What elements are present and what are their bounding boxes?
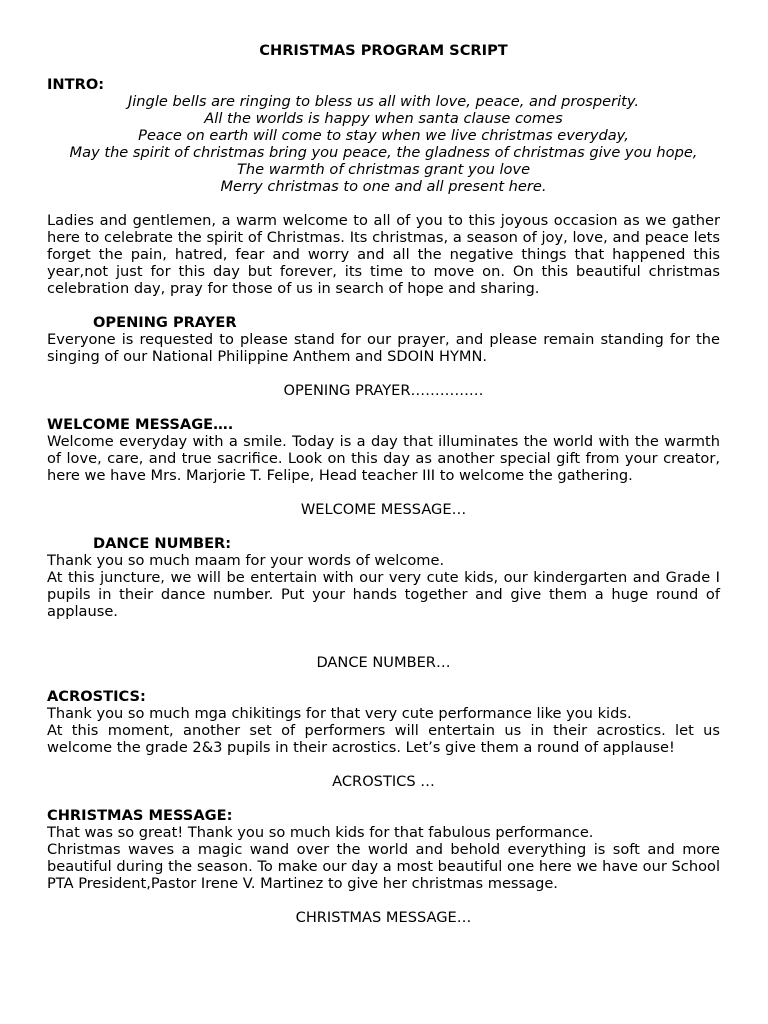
opening-prayer-paragraph: Everyone is requested to please stand for our prayer, and please remain standing for the singing of our National Philippine Anthem and SDOIN HYMN. — [47, 331, 720, 365]
welcome-message-section — [47, 416, 720, 518]
christmas-message-thanks: That was so great! Thank you so much kids for that fabulous performance. — [47, 824, 594, 841]
acrostics-heading: ACROSTICS: — [47, 688, 146, 705]
intro-heading: INTRO: — [47, 76, 105, 93]
dance-number-paragraph: At this juncture, we will be entertain with our very cute kids, our kindergarten and Grade I pupils in their dance number. Put your hands together and give them a huge round of applause. — [47, 569, 720, 620]
dance-number-thanks: Thank you so much maam for your words of welcome. — [47, 552, 445, 569]
intro-poem-line: All the worlds is happy when santa clause comes — [204, 110, 563, 127]
intro-paragraph: Ladies and gentlemen, a warm welcome to all of you to this joyous occasion as we gather here to celebrate the spirit of Christmas. Its christmas, a season of joy, love, and peace lets forget the pain, hatred, fear and worry and all the negative things that happened this year,not just for this day but forever, its time to move on. On this beautiful christmas celebration day, pray for those of us in search of hope and sharing. — [47, 212, 720, 297]
opening-prayer-heading: OPENING PRAYER — [93, 314, 237, 331]
acrostics-cue: ACROSTICS … — [332, 773, 435, 790]
document-page — [47, 42, 720, 926]
dance-number-cue: DANCE NUMBER… — [316, 654, 451, 671]
acrostics-paragraph: At this moment, another set of performers will entertain us in their acrostics. let us welcome the grade 2&3 pupils in their acrostics. Let’s give them a round of applause! — [47, 722, 720, 756]
christmas-message-cue: CHRISTMAS MESSAGE… — [295, 909, 472, 926]
acrostics-section — [47, 688, 720, 790]
intro-poem-line: Peace on earth will come to stay when we live christmas everyday, — [138, 127, 629, 144]
dance-number-heading: DANCE NUMBER: — [93, 535, 232, 552]
intro-poem-line: Jingle bells are ringing to bless us all with love, peace, and prosperity. — [127, 93, 640, 110]
welcome-message-cue: WELCOME MESSAGE… — [300, 501, 467, 518]
christmas-message-paragraph: Christmas waves a magic wand over the world and behold everything is soft and more beautiful during the season. To make our day a most beautiful one here we have our School PTA President,Pastor Irene V. Martinez to give her christmas message. — [47, 841, 720, 892]
welcome-message-heading: WELCOME MESSAGE…. — [47, 416, 234, 433]
document-title: CHRISTMAS PROGRAM SCRIPT — [259, 42, 508, 59]
intro-poem-line: Merry christmas to one and all present here. — [220, 178, 547, 195]
opening-prayer-section — [47, 314, 720, 399]
dance-number-section — [47, 535, 720, 671]
intro-poem-line: The warmth of christmas grant you love — [236, 161, 531, 178]
christmas-message-heading: CHRISTMAS MESSAGE: — [47, 807, 233, 824]
intro-section — [47, 76, 720, 297]
acrostics-thanks: Thank you so much mga chikitings for that very cute performance like you kids. — [47, 705, 632, 722]
welcome-message-paragraph: Welcome everyday with a smile. Today is a day that illuminates the world with the warmth of love, care, and true sacrifice. Look on this day as another special gift from your creator, here we have Mrs. Marjorie T. Felipe, Head teacher III to welcome the gathering. — [47, 433, 720, 484]
opening-prayer-cue: OPENING PRAYER…………… — [283, 382, 484, 399]
christmas-message-section — [47, 807, 720, 926]
intro-poem-line: May the spirit of christmas bring you peace, the gladness of christmas give you hope, — [69, 144, 698, 161]
